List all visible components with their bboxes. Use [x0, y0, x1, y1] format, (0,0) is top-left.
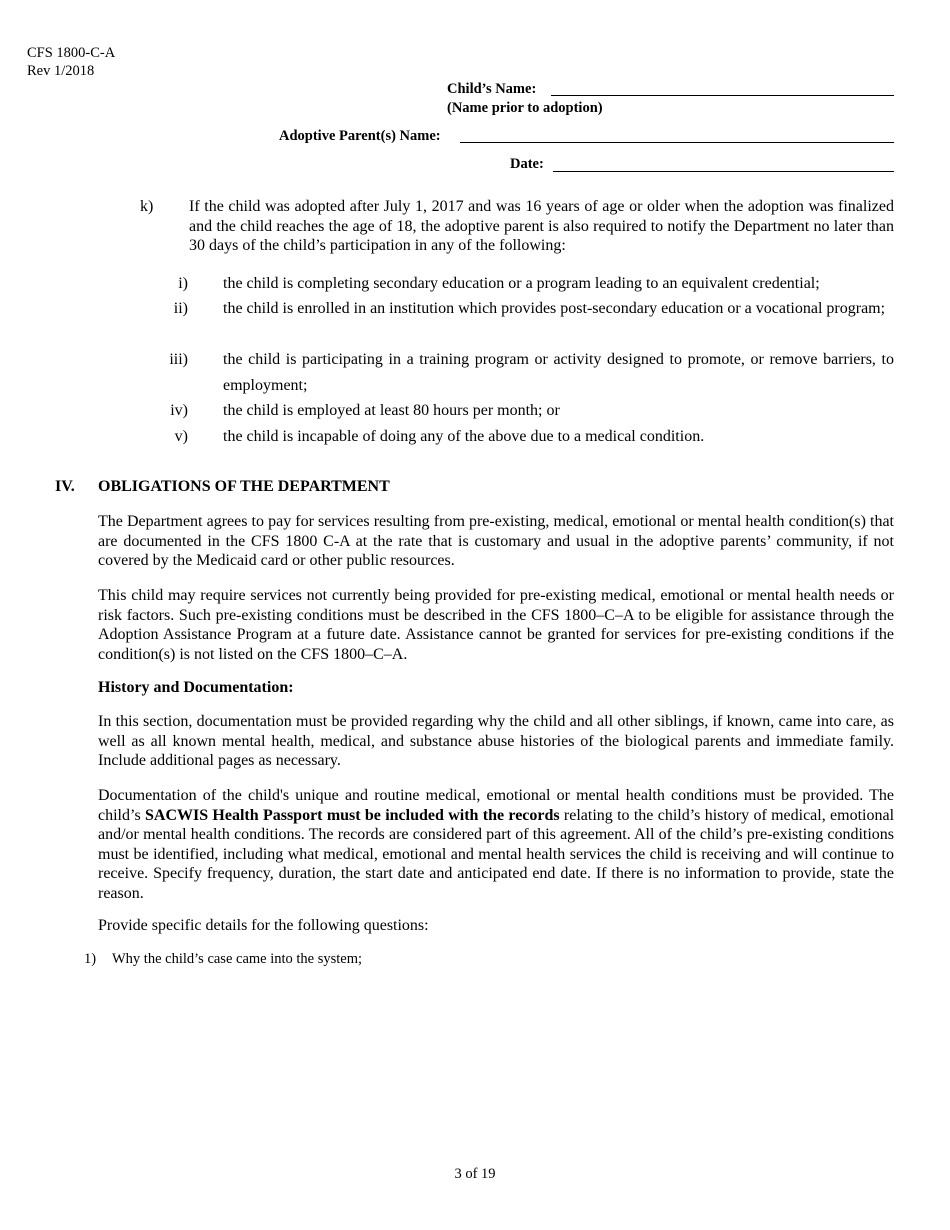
child-name-field[interactable] — [551, 95, 894, 96]
question-text: Why the child’s case came into the system; — [112, 951, 363, 967]
subitem-text: the child is incapable of doing any of the above due to a medical condition. — [223, 428, 705, 445]
section-paragraph-5: Provide specific details for the following questions: — [98, 917, 429, 934]
adoptive-parent-field[interactable] — [460, 142, 894, 143]
question-number: 1) — [84, 951, 97, 967]
form-number: CFS 1800-C-A — [27, 45, 116, 61]
child-name-label: Child’s Name: — [447, 81, 537, 97]
date-label: Date: — [510, 156, 544, 172]
adoptive-parent-label: Adoptive Parent(s) Name: — [279, 128, 441, 144]
child-name-note: (Name prior to adoption) — [447, 100, 603, 116]
paragraph-4-end: relating to the child’s history of medical, emotional and/or mental health conditions. The records are considered part of this agreement. All of the child’s pre-existing conditions must be identified, including what medical, emotional and mental health services the child is receiving and will continue to receive. Specify frequency, duration, the start date and anticipated end date. If there is no information to provide, state the reason. — [98, 806, 895, 902]
section-title: OBLIGATIONS OF THE DEPARTMENT — [98, 478, 390, 495]
subitem-number: i) — [178, 275, 188, 292]
subitem-number: ii) — [173, 300, 188, 317]
health-passport-emphasis: SACWIS Health Passport must be included with the records — [144, 806, 560, 824]
item-k-text: If the child was adopted after July 1, 2017 and was 16 years of age or older when the adoption was finalized and the child reaches the age of 18, the adoptive parent is also required to notify the Department no later than 30 days of the child’s participation in any of the following: — [189, 198, 894, 255]
subitem-text: the child is completing secondary education or a program leading to an equivalent credential; — [223, 275, 820, 292]
subitem-text: the child is employed at least 80 hours per month; or — [223, 402, 560, 419]
form-identifier — [27, 44, 115, 80]
paragraph-4-start: Documentation of the child's unique and routine medical, emotional or mental health conditions must be provided. The child’s — [98, 787, 894, 824]
date-field[interactable] — [553, 171, 894, 172]
page-number: 3 of 19 — [454, 1166, 496, 1182]
subitem-text: the child is participating in a training program or activity designed to promote, or remove barriers, to employment; — [223, 351, 894, 394]
section-paragraph-2: This child may require services not currently being provided for pre-existing medical, emotional or mental health needs or risk factors. Such pre-existing conditions must be described in the CFS 1800–C–A to be eligible for assistance through the Adoption Assistance Program at a future date. Assistance cannot be granted for services for pre-existing conditions if the condition(s) is not listed on the CFS 1800–C–A. — [98, 587, 894, 663]
item-k-label: k) — [140, 198, 154, 215]
subitem-text: the child is enrolled in an institution which provides post-secondary education or a vocational program; — [223, 300, 886, 317]
form-revision: Rev 1/2018 — [27, 63, 95, 79]
subitem-number: v) — [174, 428, 188, 445]
section-paragraph-3: In this section, documentation must be provided regarding why the child and all other siblings, if known, came into care, as well as all known mental health, medical, and substance abuse histories of the biological parents and immediate family. Include additional pages as necessary. — [98, 713, 894, 770]
subitem-number: iv) — [170, 402, 188, 419]
subitem-number: iii) — [169, 351, 188, 368]
section-paragraph-1: The Department agrees to pay for services resulting from pre-existing, medical, emotional or mental health condition(s) that are documented in the CFS 1800 C-A at the rate that is customary and usual in the adoptive parents’ community, if not covered by the Medicaid card or other public resources. — [98, 513, 894, 570]
section-paragraph-4 — [98, 786, 894, 904]
history-heading: History and Documentation: — [98, 679, 294, 696]
section-number: IV. — [55, 478, 75, 495]
